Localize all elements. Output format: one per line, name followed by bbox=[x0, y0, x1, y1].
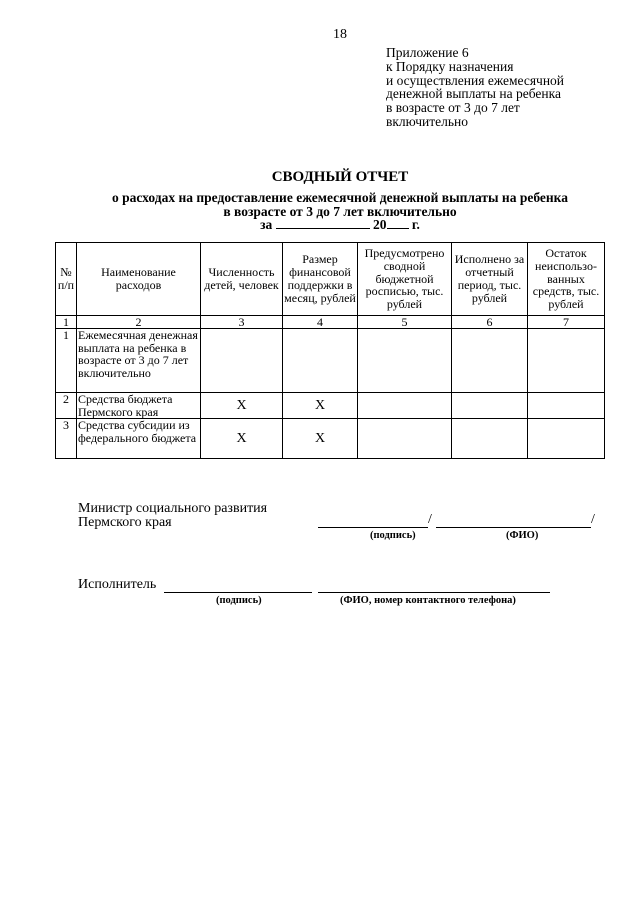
minister-slash: / bbox=[428, 512, 432, 527]
planned-cell[interactable] bbox=[358, 329, 452, 393]
executed-cell[interactable] bbox=[452, 393, 528, 419]
appendix-block bbox=[386, 46, 616, 129]
page-number: 18 bbox=[333, 27, 347, 42]
period-prefix: за bbox=[260, 217, 273, 232]
header-expense-name: Наименование расходов bbox=[77, 243, 201, 316]
row-number: 2 bbox=[56, 393, 77, 419]
report-period bbox=[0, 218, 640, 232]
expense-name: Средства субсидии из федерального бюджета bbox=[77, 419, 201, 459]
subtitle-line-2: в возрасте от 3 до 7 лет включительно bbox=[223, 203, 457, 219]
column-number: 7 bbox=[528, 316, 605, 329]
expense-name: Ежемесячная денежная выплата на ребенка в возрасте от 3 до 7 лет включительно bbox=[77, 329, 201, 393]
table-row bbox=[56, 419, 605, 459]
minister-title bbox=[78, 502, 267, 530]
column-number: 4 bbox=[283, 316, 358, 329]
header-remaining: Остаток неиспользо-ванных средств, тыс. рублей bbox=[528, 243, 605, 316]
support-cell: X bbox=[283, 419, 358, 459]
document-title: СВОДНЫЙ ОТЧЕТ bbox=[271, 169, 409, 185]
executor-signature-caption: (подпись) bbox=[216, 595, 262, 606]
support-cell: X bbox=[283, 393, 358, 419]
minister-title-line-1: Министр социального развития bbox=[78, 501, 268, 516]
column-number: 1 bbox=[56, 316, 77, 329]
table-row bbox=[56, 393, 605, 419]
document-subtitle bbox=[0, 191, 640, 232]
executor-label: Исполнитель bbox=[78, 577, 157, 592]
support-cell[interactable] bbox=[283, 329, 358, 393]
remaining-cell[interactable] bbox=[528, 393, 605, 419]
year-blank-field[interactable] bbox=[387, 218, 409, 229]
children-cell: X bbox=[201, 393, 283, 419]
minister-title-line-2: Пермского края bbox=[78, 515, 172, 530]
minister-signature-line[interactable] bbox=[318, 527, 428, 528]
header-number: № п/п bbox=[56, 243, 77, 316]
appendix-line: Приложение 6 bbox=[386, 45, 469, 60]
report-table bbox=[55, 242, 605, 459]
remaining-cell[interactable] bbox=[528, 419, 605, 459]
header-planned: Предусмотрено сводной бюджетной росписью, тыс. рублей bbox=[358, 243, 452, 316]
executor-name-phone-line[interactable] bbox=[318, 592, 550, 593]
column-number: 3 bbox=[201, 316, 283, 329]
appendix-line: денежной выплаты на ребенка bbox=[386, 86, 561, 102]
row-number: 1 bbox=[56, 329, 77, 393]
minister-name-line[interactable] bbox=[436, 527, 591, 528]
header-support-amount: Размер финансовой поддержки в месяц, рублей bbox=[283, 243, 358, 316]
minister-name-caption: (ФИО) bbox=[506, 530, 539, 541]
appendix-line: в возрасте от 3 до 7 лет bbox=[386, 100, 520, 116]
header-children-count: Численность детей, человек bbox=[201, 243, 283, 316]
planned-cell[interactable] bbox=[358, 393, 452, 419]
column-number: 2 bbox=[77, 316, 201, 329]
table-row bbox=[56, 329, 605, 393]
planned-cell[interactable] bbox=[358, 419, 452, 459]
appendix-line: и осуществления ежемесячной bbox=[386, 72, 565, 88]
executed-cell[interactable] bbox=[452, 329, 528, 393]
executor-name-phone-caption: (ФИО, номер контактного телефона) bbox=[340, 595, 516, 606]
column-numbers-row bbox=[56, 316, 605, 329]
period-blank-field[interactable] bbox=[276, 218, 370, 229]
children-cell: X bbox=[201, 419, 283, 459]
column-number: 6 bbox=[452, 316, 528, 329]
table-header-row bbox=[56, 243, 605, 316]
subtitle-line-1: о расходах на предоставление ежемесячной денежной выплаты на ребенка bbox=[111, 190, 569, 205]
header-executed: Исполнено за отчетный период, тыс. рублей bbox=[452, 243, 528, 316]
remaining-cell[interactable] bbox=[528, 329, 605, 393]
period-year: 20 bbox=[373, 217, 387, 232]
expense-name: Средства бюджета Пермского края bbox=[77, 393, 201, 419]
minister-slash: / bbox=[591, 512, 595, 527]
appendix-line: включительно bbox=[386, 113, 469, 129]
children-cell[interactable] bbox=[201, 329, 283, 393]
executed-cell[interactable] bbox=[452, 419, 528, 459]
period-suffix: г. bbox=[411, 217, 420, 232]
minister-signature-caption: (подпись) bbox=[370, 530, 416, 541]
column-number: 5 bbox=[358, 316, 452, 329]
executor-signature-line[interactable] bbox=[164, 592, 312, 593]
row-number: 3 bbox=[56, 419, 77, 459]
appendix-line: к Порядку назначения bbox=[386, 58, 514, 74]
